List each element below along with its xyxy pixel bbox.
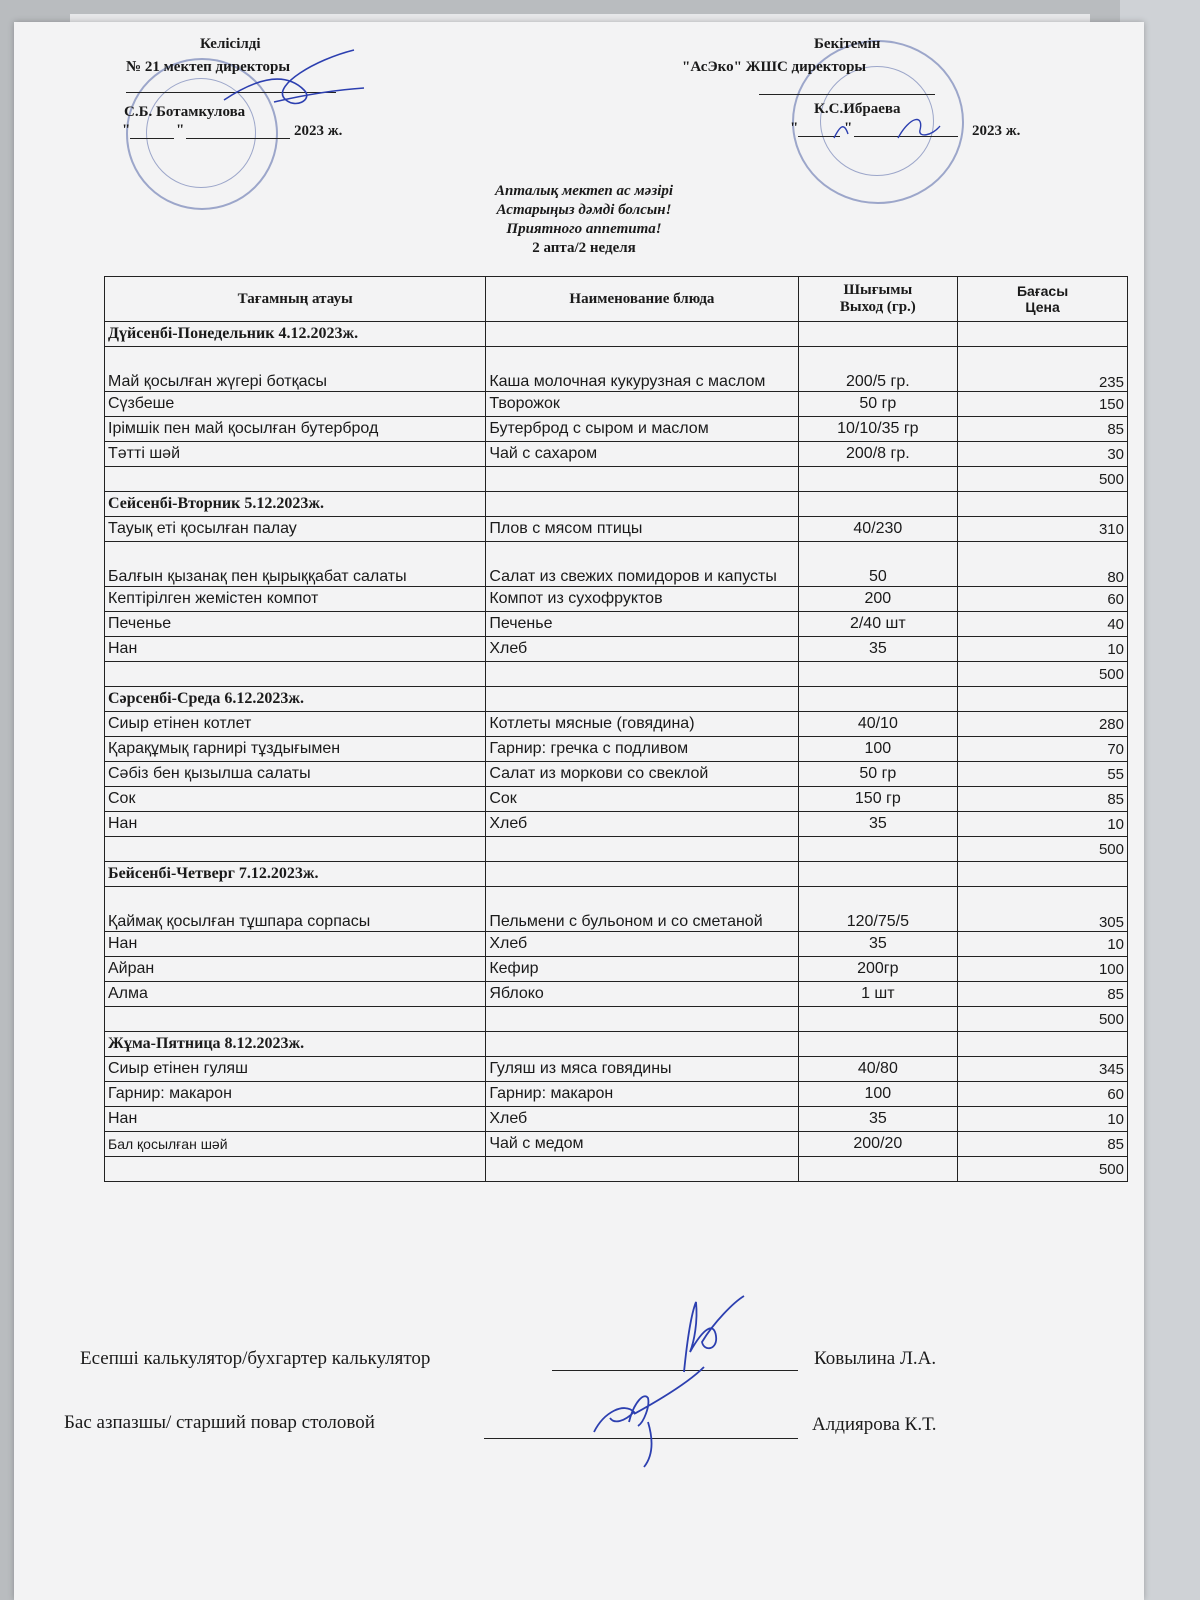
dish-ru: Компот из сухофруктов: [486, 587, 798, 612]
day-total: 500: [958, 467, 1128, 492]
day-total: 500: [958, 662, 1128, 687]
agreed-label: Келісілді: [200, 36, 261, 52]
col-price-kz: Бағасы: [1016, 283, 1069, 299]
empty-cell: [798, 1032, 958, 1057]
day-title: Бейсенбі-Четверг 7.12.2023ж.: [105, 862, 486, 887]
dish-ru: Сок: [486, 787, 798, 812]
table-row: [105, 712, 1128, 737]
dish-price: 40: [958, 612, 1128, 637]
dish-output: 120/75/5: [798, 887, 958, 932]
left-date-year: 2023 ж.: [294, 123, 343, 139]
left-director-name: С.Б. Ботамкулова: [124, 104, 246, 120]
table-row: [105, 737, 1128, 762]
total-row: [105, 1007, 1128, 1032]
dish-output: 100: [798, 737, 958, 762]
dish-kz: Сок: [105, 787, 486, 812]
empty-cell: [105, 1157, 486, 1182]
dish-output: 35: [798, 1107, 958, 1132]
dish-kz: Сүзбеше: [105, 392, 486, 417]
dish-output: 35: [798, 932, 958, 957]
dish-ru: Гарнир: гречка с подливом: [486, 737, 798, 762]
dish-price: 280: [958, 712, 1128, 737]
dish-output: 35: [798, 812, 958, 837]
dish-kz: Ірімшік пен май қосылған бутерброд: [105, 417, 486, 442]
dish-price: 10: [958, 1107, 1128, 1132]
dish-price: 55: [958, 762, 1128, 787]
table-header-row: [105, 277, 1128, 322]
table-row: [105, 442, 1128, 467]
dish-kz: Қарақұмық гарнирі тұздығымен: [105, 737, 486, 762]
dish-ru: Хлеб: [486, 812, 798, 837]
col-price-ru: Цена: [1025, 299, 1060, 315]
dish-price: 100: [958, 957, 1128, 982]
dish-ru: Хлеб: [486, 637, 798, 662]
empty-cell: [105, 1007, 486, 1032]
table-row: [105, 982, 1128, 1007]
total-row: [105, 662, 1128, 687]
right-date-quote-close: ": [844, 120, 853, 136]
left-director-role: № 21 мектеп директоры: [126, 59, 291, 75]
dish-price: 10: [958, 812, 1128, 837]
dish-price: 10: [958, 932, 1128, 957]
total-row: [105, 837, 1128, 862]
dish-ru: Хлеб: [486, 1107, 798, 1132]
cook-role: Бас азпазшы/ старший повар столовой: [64, 1412, 375, 1433]
menu-document: [14, 22, 1144, 1600]
menu-titles: [344, 182, 824, 258]
day-title: Сейсенбі-Вторник 5.12.2023ж.: [105, 492, 486, 517]
empty-cell: [486, 687, 798, 712]
dish-output: 200/8 гр.: [798, 442, 958, 467]
dish-output: 50 гр: [798, 762, 958, 787]
dish-kz: Май қосылған жүгері ботқасы: [105, 347, 486, 392]
dish-output: 2/40 шт: [798, 612, 958, 637]
cook-signature: [574, 1362, 724, 1472]
dish-kz: Нан: [105, 1107, 486, 1132]
accountant-name: Ковылина Л.А.: [814, 1348, 937, 1369]
total-row: [105, 1157, 1128, 1182]
total-row: [105, 467, 1128, 492]
table-row: [105, 1132, 1128, 1157]
dish-kz: Тауық еті қосылған палау: [105, 517, 486, 542]
dish-output: 200гр: [798, 957, 958, 982]
empty-cell: [486, 1007, 798, 1032]
dish-output: 200/5 гр.: [798, 347, 958, 392]
empty-cell: [486, 1032, 798, 1057]
empty-cell: [798, 837, 958, 862]
dish-price: 10: [958, 637, 1128, 662]
empty-cell: [486, 662, 798, 687]
empty-cell: [798, 1007, 958, 1032]
dish-ru: Хлеб: [486, 932, 798, 957]
empty-cell: [958, 1032, 1128, 1057]
table-row: [105, 787, 1128, 812]
dish-price: 85: [958, 1132, 1128, 1157]
table-row: [105, 392, 1128, 417]
empty-cell: [105, 837, 486, 862]
day-title: Жұма-Пятница 8.12.2023ж.: [105, 1032, 486, 1057]
table-row: [105, 417, 1128, 442]
dish-price: 305: [958, 887, 1128, 932]
col-output-ru: Выход (гр.): [839, 299, 916, 315]
dish-price: 310: [958, 517, 1128, 542]
title-week: 2 апта/2 неделя: [532, 240, 636, 256]
dish-output: 50 гр: [798, 392, 958, 417]
table-row: [105, 542, 1128, 587]
dish-output: 150 гр: [798, 787, 958, 812]
left-date-day-line: [130, 138, 174, 139]
dish-kz: Кептірілген жемістен компот: [105, 587, 486, 612]
dish-price: 345: [958, 1057, 1128, 1082]
table-row: [105, 957, 1128, 982]
table-row: [105, 347, 1128, 392]
dish-ru: Печенье: [486, 612, 798, 637]
empty-cell: [958, 322, 1128, 347]
dish-ru: Кефир: [486, 957, 798, 982]
dish-kz: Сиыр етінен котлет: [105, 712, 486, 737]
table-row: [105, 1057, 1128, 1082]
dish-ru: Плов с мясом птицы: [486, 517, 798, 542]
dish-kz: Нан: [105, 812, 486, 837]
empty-cell: [798, 862, 958, 887]
empty-cell: [958, 687, 1128, 712]
empty-cell: [486, 467, 798, 492]
dish-ru: Котлеты мясные (говядина): [486, 712, 798, 737]
title-line-2: Астарыңыз дәмді болсын!: [496, 202, 672, 218]
right-director-role: "АсЭко" ЖШС директоры: [682, 59, 867, 75]
table-row: [105, 1107, 1128, 1132]
dish-kz: Балғын қызанақ пен қырыққабат салаты: [105, 542, 486, 587]
dish-output: 200: [798, 587, 958, 612]
empty-cell: [486, 1157, 798, 1182]
dish-kz: Алма: [105, 982, 486, 1007]
table-row: [105, 812, 1128, 837]
dish-ru: Салат из свежих помидоров и капусты: [486, 542, 798, 587]
empty-cell: [958, 862, 1128, 887]
day-row-tuesday: [105, 492, 1128, 517]
dish-output: 40/230: [798, 517, 958, 542]
dish-kz: Айран: [105, 957, 486, 982]
right-date-quote-open: ": [790, 120, 799, 136]
dish-output: 10/10/35 гр: [798, 417, 958, 442]
dish-price: 235: [958, 347, 1128, 392]
day-title: Дүйсенбі-Понедельник 4.12.2023ж.: [105, 322, 486, 347]
dish-kz: Қаймақ қосылған тұшпара сорпасы: [105, 887, 486, 932]
empty-cell: [958, 492, 1128, 517]
day-row-monday: [105, 322, 1128, 347]
right-signature-line: [759, 94, 935, 95]
dish-ru: Яблоко: [486, 982, 798, 1007]
empty-cell: [105, 662, 486, 687]
dish-price: 80: [958, 542, 1128, 587]
day-total: 500: [958, 1157, 1128, 1182]
col-output-kz: Шығымы: [843, 282, 913, 298]
title-line-1: Апталық мектеп ас мәзірі: [494, 183, 674, 199]
empty-cell: [798, 492, 958, 517]
empty-cell: [486, 492, 798, 517]
dish-kz: Бал қосылған шәй: [105, 1132, 486, 1157]
title-line-3: Приятного аппетита!: [506, 221, 662, 237]
day-row-thursday: [105, 862, 1128, 887]
right-director-name: К.С.Ибраева: [814, 101, 901, 117]
dish-price: 70: [958, 737, 1128, 762]
col-output-header: [798, 277, 958, 322]
dish-price: 85: [958, 417, 1128, 442]
day-total: 500: [958, 1007, 1128, 1032]
dish-price: 60: [958, 1082, 1128, 1107]
accountant-role: Есепші калькулятор/бухгартер калькулятор: [80, 1348, 431, 1369]
menu-table: [104, 276, 1128, 1182]
dish-output: 1 шт: [798, 982, 958, 1007]
day-row-friday: [105, 1032, 1128, 1057]
dish-output: 40/10: [798, 712, 958, 737]
dish-price: 85: [958, 787, 1128, 812]
empty-cell: [105, 467, 486, 492]
dish-price: 85: [958, 982, 1128, 1007]
col-price-header: [958, 277, 1128, 322]
dish-ru: Каша молочная кукурузная с маслом: [486, 347, 798, 392]
dish-kz: Нан: [105, 637, 486, 662]
dish-kz: Сиыр етінен гуляш: [105, 1057, 486, 1082]
dish-price: 30: [958, 442, 1128, 467]
dish-output: 100: [798, 1082, 958, 1107]
left-date-quote-close: ": [176, 122, 185, 138]
dish-price: 60: [958, 587, 1128, 612]
dish-ru: Гарнир: макарон: [486, 1082, 798, 1107]
table-row: [105, 637, 1128, 662]
dish-kz: Сәбіз бен қызылша салаты: [105, 762, 486, 787]
table-row: [105, 932, 1128, 957]
table-row: [105, 887, 1128, 932]
dish-ru: Бутерброд с сыром и маслом: [486, 417, 798, 442]
dish-ru: Салат из моркови со свеклой: [486, 762, 798, 787]
empty-cell: [486, 862, 798, 887]
dish-output: 40/80: [798, 1057, 958, 1082]
empty-cell: [486, 322, 798, 347]
approved-label: Бекітемін: [814, 36, 881, 52]
dish-kz: Печенье: [105, 612, 486, 637]
empty-cell: [486, 837, 798, 862]
dish-ru: Пельмени с бульоном и со сметаной: [486, 887, 798, 932]
dish-output: 35: [798, 637, 958, 662]
cook-name: Алдиярова К.Т.: [812, 1414, 937, 1435]
table-row: [105, 762, 1128, 787]
day-row-wednesday: [105, 687, 1128, 712]
empty-cell: [798, 687, 958, 712]
right-date-year: 2023 ж.: [972, 123, 1021, 139]
dish-output: 50: [798, 542, 958, 587]
empty-cell: [798, 1157, 958, 1182]
dish-ru: Гуляш из мяса говядины: [486, 1057, 798, 1082]
empty-cell: [798, 662, 958, 687]
left-signature: [214, 40, 374, 120]
col-kz-header: Тағамның атауы: [105, 277, 486, 322]
day-title: Сәрсенбі-Среда 6.12.2023ж.: [105, 687, 486, 712]
empty-cell: [798, 322, 958, 347]
table-row: [105, 1082, 1128, 1107]
left-date-month-line: [186, 138, 290, 139]
table-row: [105, 517, 1128, 542]
right-signature: [814, 108, 954, 148]
dish-ru: Чай с сахаром: [486, 442, 798, 467]
empty-cell: [798, 467, 958, 492]
left-date-quote-open: ": [122, 122, 131, 138]
dish-kz: Нан: [105, 932, 486, 957]
table-row: [105, 587, 1128, 612]
table-row: [105, 612, 1128, 637]
dish-output: 200/20: [798, 1132, 958, 1157]
day-total: 500: [958, 837, 1128, 862]
dish-ru: Чай с медом: [486, 1132, 798, 1157]
col-ru-header: Наименование блюда: [486, 277, 798, 322]
dish-ru: Творожок: [486, 392, 798, 417]
dish-kz: Тәтті шәй: [105, 442, 486, 467]
dish-kz: Гарнир: макарон: [105, 1082, 486, 1107]
dish-price: 150: [958, 392, 1128, 417]
